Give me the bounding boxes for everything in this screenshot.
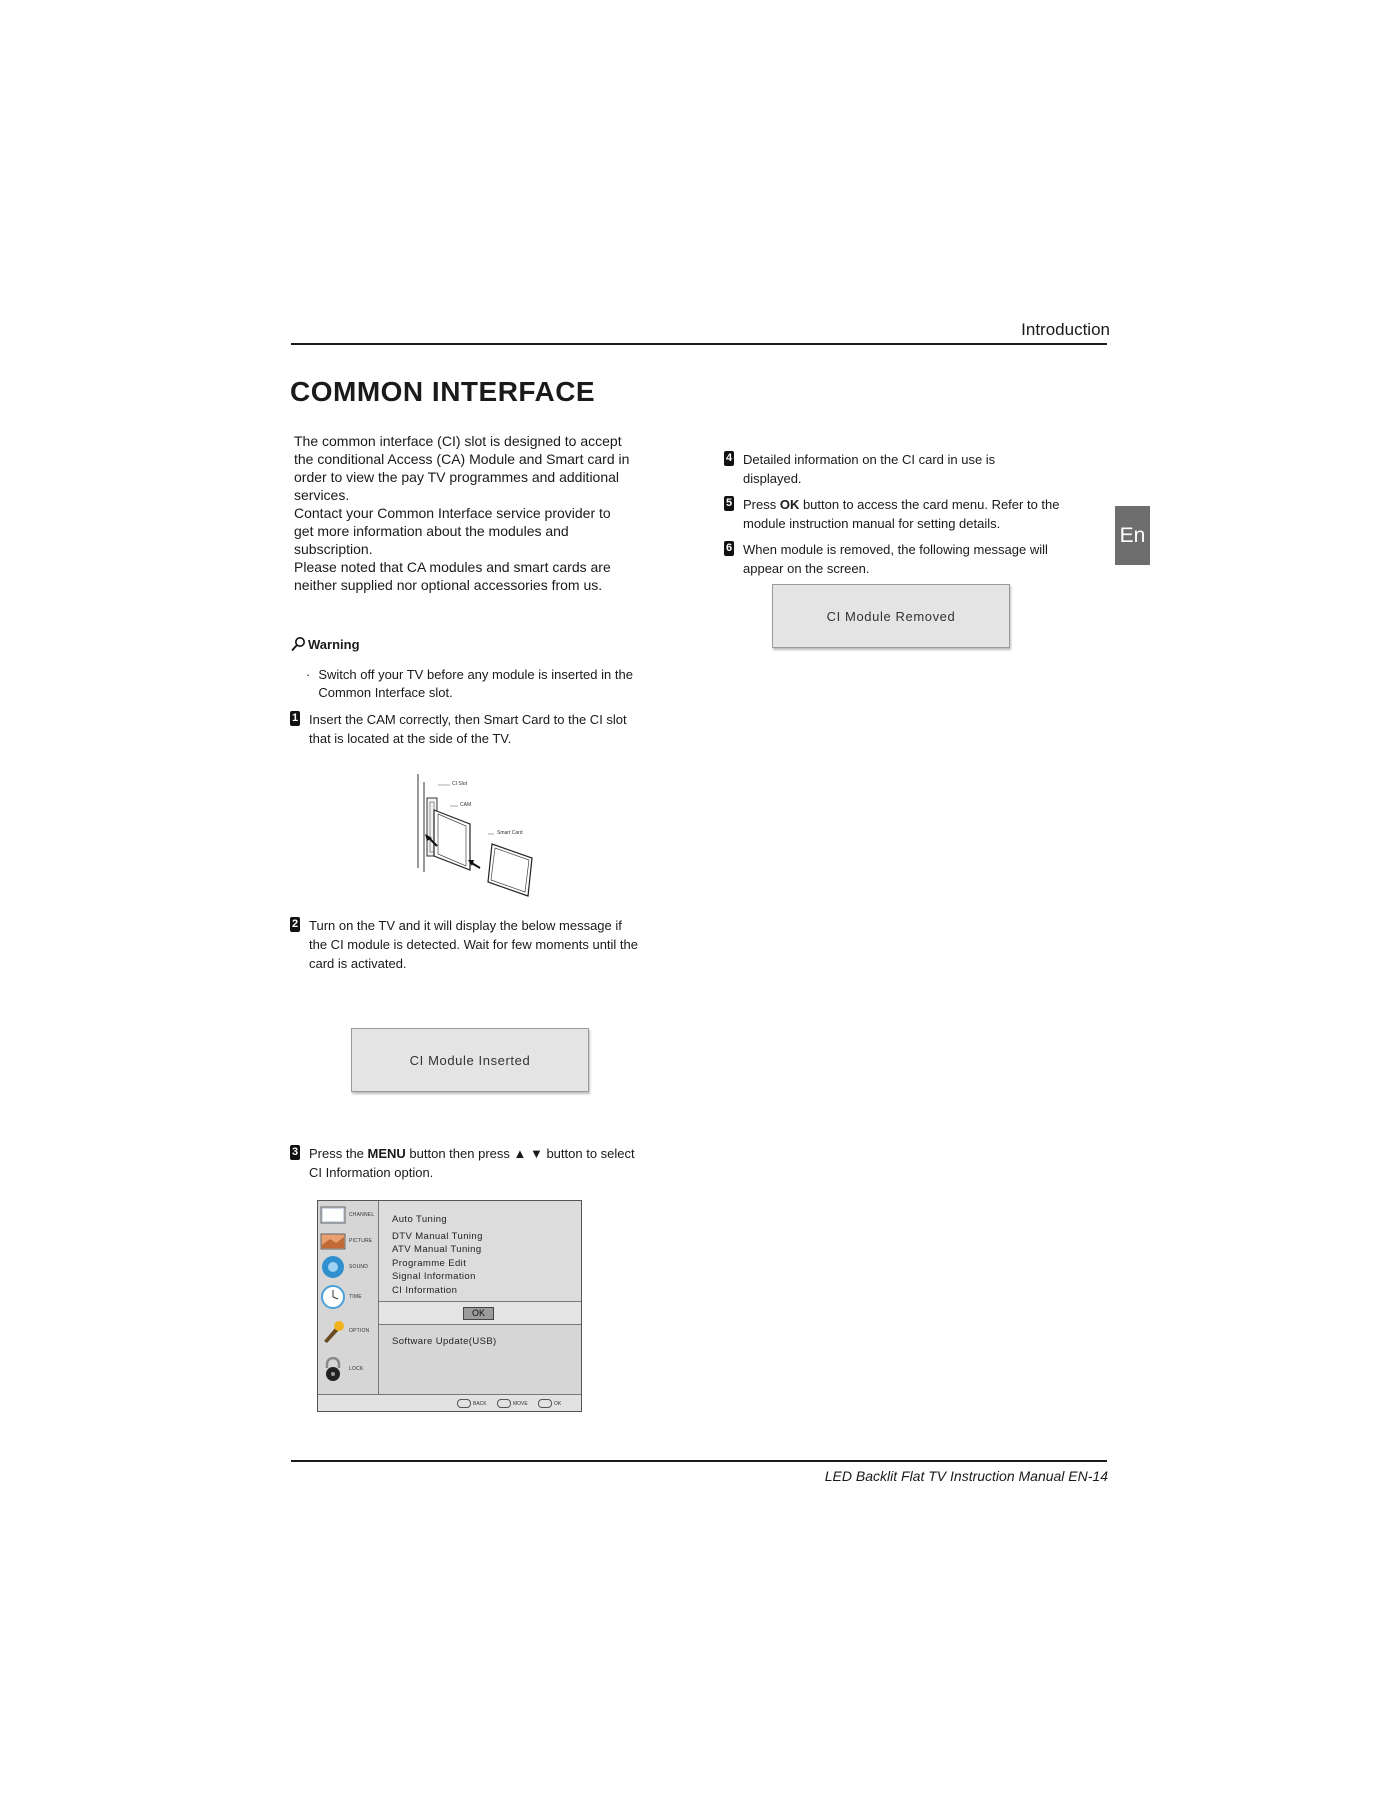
menu-item-panel — [379, 1201, 581, 1301]
step-number: 4 — [725, 452, 733, 464]
page-footer: LED Backlit Flat TV Instruction Manual EN-14 — [824, 1468, 1108, 1484]
intro-text — [294, 432, 634, 594]
menu-hint-bar — [318, 1394, 581, 1411]
step-number: 5 — [725, 497, 733, 509]
menu-item[interactable]: Signal Information — [392, 1271, 476, 1283]
step-number: 2 — [291, 918, 299, 930]
menu-item[interactable]: ATV Manual Tuning — [392, 1244, 482, 1256]
step-number: 3 — [291, 1146, 299, 1158]
menu-category-picture[interactable]: PICTURE — [320, 1229, 378, 1253]
picture-icon — [320, 1229, 346, 1253]
page-heading: COMMON INTERFACE — [290, 376, 596, 407]
step-text: When module is removed, the following message will appear on the screen. — [743, 542, 1048, 576]
menu-item[interactable]: Programme Edit — [392, 1257, 467, 1269]
step-text: Insert the CAM correctly, then Smart Card to the CI slot that is located at the side of the TV. — [309, 712, 627, 746]
cam-insertion-diagram — [410, 772, 570, 898]
step-5 — [724, 495, 1064, 533]
menu-ok-bar — [379, 1301, 581, 1325]
menu-category-sidebar — [318, 1201, 379, 1394]
menu-category-channel[interactable]: CHANNEL — [320, 1203, 378, 1227]
menu-item[interactable]: Auto Tuning — [392, 1214, 448, 1225]
step-3 — [290, 1144, 640, 1182]
menu-category-option[interactable]: OPTION — [320, 1319, 378, 1343]
back-key-icon — [457, 1399, 471, 1408]
clock-icon — [320, 1285, 346, 1309]
menu-category-sound[interactable]: SOUND — [320, 1255, 378, 1279]
step-4 — [724, 450, 1054, 488]
menu-item-software-update[interactable]: Software Update(USB) — [392, 1336, 497, 1347]
step-number: 1 — [291, 712, 299, 724]
module-removed-message: CI Module Removed — [772, 584, 1010, 648]
step-text: Press the MENU button then press ▲ ▼ button to select CI Information option. — [309, 1146, 635, 1180]
menu-item-ci-information[interactable]: CI Information — [392, 1284, 458, 1296]
channel-icon — [320, 1203, 346, 1227]
step-text: Press OK button to access the card menu. Refer to the module instruction manual for setting details. — [743, 497, 1060, 531]
menu-item-list — [392, 1213, 483, 1298]
intro-paragraph: Please noted that CA modules and smart cards are neither supplied nor optional accessories from us. — [294, 559, 611, 593]
menu-item[interactable]: DTV Manual Tuning — [392, 1230, 483, 1242]
intro-paragraph: The common interface (CI) slot is designed to accept the conditional Access (CA) Module and Smart card in order to view the pay TV programmes and additional services. — [294, 433, 630, 503]
diagram-label-cam: CAM — [460, 802, 472, 808]
move-key-icon — [497, 1399, 511, 1408]
magnifier-icon — [290, 636, 306, 652]
step-text: Detailed information on the CI card in use is displayed. — [743, 452, 996, 486]
wrench-icon — [320, 1319, 346, 1343]
step-6 — [724, 540, 1064, 578]
warning-bullet-text: Switch off your TV before any module is inserted in the Common Interface slot. — [318, 667, 633, 700]
hint-move: MOVE — [497, 1399, 528, 1408]
header-rule — [291, 343, 1107, 345]
step-number: 6 — [725, 542, 733, 554]
language-tab: En — [1115, 506, 1150, 565]
menu-category-lock[interactable]: LOCK — [320, 1357, 378, 1381]
hint-ok: OK — [538, 1399, 561, 1408]
warning-bullet: · Switch off your TV before any module is inserted in the Common Interface slot. — [306, 666, 636, 702]
footer-rule — [291, 1460, 1107, 1462]
diagram-label-smart-card: Smart Card — [497, 830, 523, 836]
warning-heading — [290, 636, 360, 652]
module-inserted-message: CI Module Inserted — [351, 1028, 589, 1092]
sound-icon — [320, 1255, 346, 1279]
step-text: Turn on the TV and it will display the below message if the CI module is detected. Wait for few moments until the card is activated. — [309, 918, 638, 971]
menu-ok-button[interactable]: OK — [463, 1307, 494, 1320]
section-title: Introduction — [1021, 320, 1110, 339]
menu-category-time[interactable]: TIME — [320, 1285, 378, 1309]
step-2 — [290, 916, 640, 973]
ok-key-icon — [538, 1399, 552, 1408]
tv-menu-screenshot — [317, 1200, 582, 1412]
warning-title: Warning — [308, 636, 360, 652]
lock-icon — [320, 1357, 346, 1381]
step-1 — [290, 710, 640, 748]
diagram-label-ci-slot: CI Slot — [452, 781, 468, 787]
intro-paragraph: Contact your Common Interface service provider to get more information about the modules and subscription. — [294, 505, 611, 557]
hint-back: BACK — [457, 1399, 487, 1408]
